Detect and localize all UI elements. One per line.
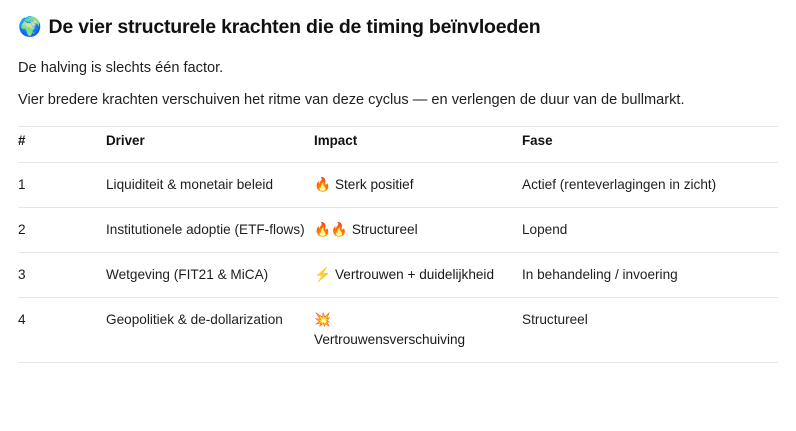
cell-driver: Wetgeving (FIT21 & MiCA) (106, 253, 314, 298)
column-header-number: # (18, 127, 106, 163)
structural-forces-table (18, 126, 778, 363)
cell-number: 2 (18, 208, 106, 253)
table-body (18, 163, 778, 363)
column-header-fase: Fase (522, 127, 778, 163)
cell-driver: Institutionele adoptie (ETF-flows) (106, 208, 314, 253)
table-row (18, 208, 778, 253)
intro-paragraph-1: De halving is slechts één factor. (18, 60, 224, 76)
cell-driver: Geopolitiek & de-dollarization (106, 298, 314, 363)
cell-fase: In behandeling / invoering (522, 253, 778, 298)
column-header-driver: Driver (106, 127, 314, 163)
collision-icon: 💥 (314, 312, 331, 327)
cell-impact-label: Vertrouwen + duidelijkheid (334, 267, 495, 282)
fire-icon: 🔥 (314, 177, 331, 192)
cell-impact (314, 253, 522, 298)
cell-driver: Liquiditeit & monetair beleid (106, 163, 314, 208)
cell-impact-label: Sterk positief (334, 177, 414, 192)
globe-icon: 🌍 (18, 17, 42, 38)
cell-number: 1 (18, 163, 106, 208)
cell-fase: Actief (renteverlagingen in zicht) (522, 163, 778, 208)
table-row (18, 163, 778, 208)
cell-fase: Lopend (522, 208, 778, 253)
table-header-row (18, 127, 778, 163)
column-header-impact: Impact (314, 127, 522, 163)
page-title (18, 14, 778, 41)
cell-number: 4 (18, 298, 106, 363)
table-row (18, 298, 778, 363)
page-title-text: De vier structurele krachten die de timing beïnvloeden (48, 16, 541, 38)
lightning-icon: ⚡ (314, 267, 331, 282)
cell-impact (314, 208, 522, 253)
cell-impact-label: Vertrouwensverschuiving (314, 332, 466, 347)
fire-icon: 🔥🔥 (314, 222, 348, 237)
intro-paragraph-2: Vier bredere krachten verschuiven het ritme van deze cyclus — en verlengen de duur van de bullmarkt. (18, 92, 685, 108)
table-row (18, 253, 778, 298)
cell-fase: Structureel (522, 298, 778, 363)
cell-impact (314, 298, 522, 363)
cell-impact-label: Structureel (351, 222, 418, 237)
cell-number: 3 (18, 253, 106, 298)
cell-impact (314, 163, 522, 208)
table-header (18, 127, 778, 163)
